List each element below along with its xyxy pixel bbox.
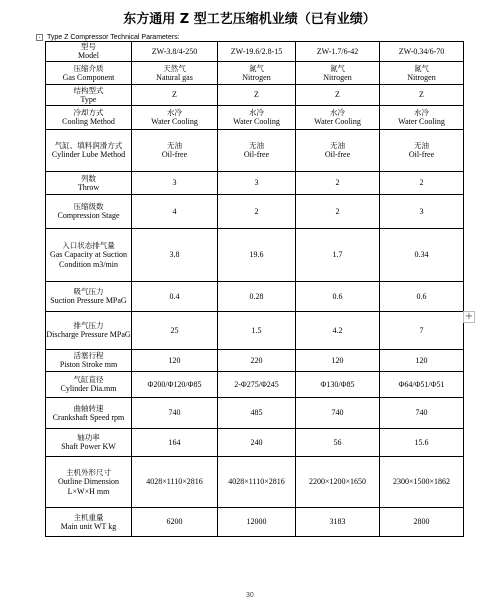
value-cell-en: 4028×1110×2816: [228, 477, 285, 486]
table-header-row: [46, 42, 464, 62]
value-cell: [296, 350, 380, 372]
value-cell-en: 740: [415, 408, 428, 417]
value-cell-en: 2-Φ275/Φ245: [234, 379, 279, 389]
row-label-cell-zh: 主机外形尺寸: [66, 467, 111, 477]
value-cell: [380, 130, 464, 172]
value-cell: [218, 172, 296, 195]
value-cell: [380, 282, 464, 312]
model-column-header: ZW-19.6/2.8-15: [218, 42, 296, 62]
value-cell: [132, 457, 218, 508]
specification-table: [45, 41, 464, 537]
value-cell-en: 120: [331, 355, 344, 365]
value-cell-zh: 水冷: [414, 108, 429, 117]
value-cell: [380, 372, 464, 398]
row-label-cell-en: Throw: [77, 182, 100, 192]
value-cell-zh: 氮气: [330, 63, 345, 73]
value-cell-en: 1.7: [332, 250, 343, 259]
value-cell-en: Water Cooling: [398, 117, 445, 126]
value-cell-zh: 水冷: [167, 108, 182, 117]
value-cell-zh: 无油: [414, 141, 429, 150]
value-cell: [380, 508, 464, 537]
row-label-cell-zh: 曲轴转速: [73, 403, 104, 413]
row-label-cell-en: Compression Stage: [57, 211, 120, 220]
value-cell-en: 12000: [246, 517, 267, 526]
value-cell: [380, 429, 464, 457]
value-cell-en: Water Cooling: [233, 117, 280, 126]
value-cell: [380, 229, 464, 282]
value-cell: [380, 195, 464, 229]
value-cell-en: 6200: [166, 517, 183, 526]
row-label-cell: [46, 130, 132, 172]
value-cell-en: Natural gas: [156, 72, 193, 82]
value-cell-en: 4028×1110×2816: [146, 477, 203, 486]
table-resize-handle-icon[interactable]: +: [464, 311, 474, 322]
value-cell-en: Φ130/Φ85: [320, 379, 355, 389]
value-cell: [132, 106, 218, 130]
value-cell: [132, 195, 218, 229]
value-cell-en: 7: [419, 325, 424, 335]
table-row: [46, 229, 464, 282]
value-cell: [296, 312, 380, 350]
value-cell: [132, 312, 218, 350]
row-label-cell-zh: 吸气压力: [73, 287, 104, 296]
value-cell: [218, 130, 296, 172]
row-label-cell-en: Shaft Power KW: [61, 442, 116, 451]
value-cell: [218, 312, 296, 350]
page-number: 30: [246, 592, 254, 599]
table-row: [46, 195, 464, 229]
value-cell-zh: 氮气: [414, 63, 429, 73]
value-cell-en: 3: [419, 206, 424, 216]
value-cell-en: 0.28: [249, 291, 264, 301]
value-cell: [218, 429, 296, 457]
table-row: [46, 172, 464, 195]
value-cell: [218, 106, 296, 130]
value-cell-en: Oil-free: [324, 150, 351, 159]
value-cell-en: 2: [335, 206, 340, 216]
row-label-cell-zh: 气缸直径: [73, 375, 104, 384]
header-label-cell: [46, 42, 132, 62]
value-cell-en: Nitrogen: [242, 72, 271, 82]
value-cell-en: Nitrogen: [323, 72, 352, 82]
value-cell: [132, 508, 218, 537]
value-cell: [132, 172, 218, 195]
value-cell: [296, 130, 380, 172]
value-cell: [296, 429, 380, 457]
row-label-cell-en: Cooling Method: [62, 117, 115, 126]
value-cell: [380, 350, 464, 372]
row-label-cell-en: Suction Pressure MPaG: [50, 296, 127, 305]
value-cell-en: 2200×1200×1650: [308, 477, 367, 486]
table-row: [46, 106, 464, 130]
value-cell: [132, 229, 218, 282]
value-cell: [380, 312, 464, 350]
table-row: [46, 312, 464, 350]
value-cell-en: 3183: [329, 517, 346, 526]
value-cell: [380, 172, 464, 195]
row-label-cell-zh: 压缩介质: [73, 63, 104, 73]
value-cell: [296, 195, 380, 229]
row-label-cell: [46, 172, 132, 195]
value-cell: [218, 350, 296, 372]
value-cell-en: 0.6: [332, 291, 343, 301]
value-cell-en: 740: [331, 408, 344, 417]
value-cell: [218, 508, 296, 537]
value-cell-zh: 无油: [330, 141, 345, 150]
row-label-cell: [46, 229, 132, 282]
value-cell-zh: 无油: [167, 141, 182, 150]
value-cell: [132, 398, 218, 429]
model-column-header: ZW-3.8/4-250: [132, 42, 218, 62]
table-row: [46, 457, 464, 508]
value-cell-en: 740: [168, 408, 181, 417]
value-cell-en: Z: [419, 90, 424, 99]
row-label-cell-en: Cylinder Dia.mm: [60, 384, 117, 393]
value-cell-en: 4: [172, 206, 177, 216]
value-cell: [296, 508, 380, 537]
value-cell-en: 164: [168, 437, 181, 447]
row-label-cell-zh: 活塞行程: [73, 351, 104, 360]
table-row: [46, 429, 464, 457]
value-cell-en: Z: [254, 90, 259, 99]
specification-table-body: [46, 42, 464, 537]
value-cell-en: 2: [419, 178, 424, 187]
row-label-cell-zh: 主机重量: [73, 512, 104, 522]
value-cell-en: 2: [254, 206, 259, 216]
row-label-cell: [46, 350, 132, 372]
table-subtitle: Type Z Compressor Technical Parameters:: [47, 33, 180, 41]
value-cell: [218, 62, 296, 85]
value-cell: [218, 372, 296, 398]
row-label-cell-zh: 冷却方式: [73, 108, 104, 117]
row-label-cell-en: Gas Component: [62, 72, 115, 82]
row-label-cell-zh: 压缩级数: [73, 202, 104, 211]
value-cell: [296, 282, 380, 312]
header-label-cell-en: Model: [78, 51, 99, 60]
value-cell: [218, 282, 296, 312]
row-label-cell-zh: 气缸、填料润滑方式: [54, 141, 123, 150]
row-label-cell-en: Discharge Pressure MPaG: [46, 330, 131, 339]
value-cell: [296, 172, 380, 195]
value-cell-en: 0.4: [169, 291, 180, 301]
value-cell: [218, 85, 296, 106]
value-cell-en: 25: [170, 325, 179, 335]
value-cell: [218, 457, 296, 508]
value-cell-en: 0.6: [416, 291, 427, 301]
row-label-cell-en: Outline Dimension L×W×H mm: [57, 476, 120, 496]
table-row: [46, 282, 464, 312]
value-cell-en: 4.2: [332, 325, 343, 335]
table-row: [46, 85, 464, 106]
value-cell-en: 19.6: [249, 250, 264, 259]
row-label-cell-zh: 结构型式: [73, 85, 104, 95]
table-move-handle-icon[interactable]: [36, 34, 43, 41]
value-cell: [132, 282, 218, 312]
value-cell-en: Φ64/Φ51/Φ51: [398, 379, 445, 389]
value-cell-en: 56: [333, 437, 342, 447]
row-label-cell-en: Piston Stroke mm: [59, 360, 118, 369]
value-cell-zh: 无油: [249, 141, 264, 150]
value-cell-en: 2800: [413, 517, 430, 526]
value-cell: [218, 195, 296, 229]
table-row: [46, 62, 464, 85]
value-cell-en: Oil-free: [408, 150, 435, 159]
value-cell: [380, 398, 464, 429]
row-label-cell: [46, 106, 132, 130]
value-cell-en: Z: [335, 90, 340, 99]
value-cell: [380, 457, 464, 508]
row-label-cell: [46, 282, 132, 312]
value-cell-en: Oil-free: [161, 150, 188, 159]
row-label-cell: [46, 508, 132, 537]
model-column-header: ZW-0.34/6-70: [380, 42, 464, 62]
value-cell-en: 120: [168, 355, 181, 365]
page-title: 东方通用 Z 型工艺压缩机业绩（已有业绩）: [123, 12, 376, 27]
row-label-cell: [46, 457, 132, 508]
row-label-cell-zh: 排气压力: [73, 321, 104, 330]
value-cell-en: 120: [415, 355, 428, 365]
header-label-cell-zh: 型号: [81, 42, 96, 51]
value-cell-en: 3: [172, 178, 177, 187]
value-cell-en: Water Cooling: [151, 117, 198, 126]
row-label-cell-en: Main unit WT kg: [60, 521, 117, 531]
value-cell-en: 3: [254, 178, 259, 187]
value-cell: [132, 62, 218, 85]
row-label-cell-zh: 列数: [81, 173, 96, 183]
row-label-cell-zh: 轴功率: [77, 433, 100, 442]
row-label-cell-zh: 入口状态排气量: [62, 240, 115, 250]
value-cell: [296, 85, 380, 106]
value-cell-en: 1.5: [251, 325, 262, 335]
value-cell-zh: 水冷: [249, 108, 264, 117]
table-row: [46, 508, 464, 537]
row-label-cell: [46, 85, 132, 106]
row-label-cell: [46, 62, 132, 85]
value-cell: [380, 85, 464, 106]
value-cell-en: 2: [335, 178, 340, 187]
value-cell-en: Oil-free: [243, 150, 270, 159]
value-cell-en: 3.8: [169, 250, 180, 259]
value-cell: [218, 229, 296, 282]
table-row: [46, 350, 464, 372]
value-cell-en: 485: [250, 408, 263, 417]
value-cell: [132, 372, 218, 398]
model-column-header: ZW-1.7/6-42: [296, 42, 380, 62]
value-cell-en: Z: [172, 90, 177, 99]
table-row: [46, 372, 464, 398]
value-cell-zh: 天然气: [163, 63, 186, 73]
value-cell-en: 2300×1500×1862: [392, 477, 451, 486]
row-label-cell: [46, 195, 132, 229]
value-cell: [218, 398, 296, 429]
value-cell: [380, 62, 464, 85]
value-cell: [296, 372, 380, 398]
row-label-cell-en: Type: [80, 94, 97, 104]
value-cell-zh: 水冷: [330, 108, 345, 117]
value-cell-en: 240: [250, 437, 263, 447]
value-cell: [296, 62, 380, 85]
value-cell-en: Nitrogen: [407, 72, 436, 82]
value-cell: [296, 106, 380, 130]
value-cell-en: 0.34: [414, 250, 429, 259]
table-row: [46, 130, 464, 172]
value-cell: [132, 130, 218, 172]
row-label-cell: [46, 429, 132, 457]
value-cell-en: 220: [250, 355, 263, 365]
value-cell: [132, 85, 218, 106]
value-cell: [296, 229, 380, 282]
row-label-cell-en: Gas Capacity at Suction Condition m3/min: [49, 249, 128, 269]
value-cell-en: Φ200/Φ120/Φ85: [147, 379, 202, 389]
row-label-cell-en: Cylinder Lube Method: [51, 150, 126, 159]
row-label-cell: [46, 372, 132, 398]
value-cell: [296, 457, 380, 508]
value-cell: [132, 429, 218, 457]
row-label-cell: [46, 312, 132, 350]
value-cell: [132, 350, 218, 372]
value-cell-zh: 氮气: [249, 63, 264, 73]
value-cell: [380, 106, 464, 130]
value-cell: [296, 398, 380, 429]
value-cell-en: 15.6: [414, 437, 429, 447]
row-label-cell-en: Crankshaft Speed rpm: [52, 412, 125, 422]
table-row: [46, 398, 464, 429]
value-cell-en: Water Cooling: [314, 117, 361, 126]
row-label-cell: [46, 398, 132, 429]
